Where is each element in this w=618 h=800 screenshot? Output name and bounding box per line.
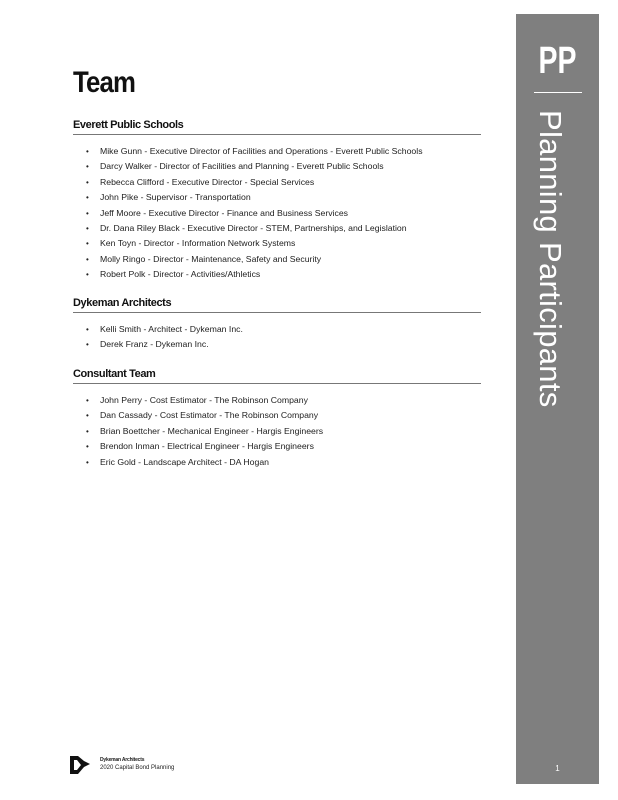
section-dykeman-architects (73, 297, 481, 353)
participant-list (73, 322, 481, 353)
footer-text (100, 757, 174, 772)
list-item: • Robert Polk - Director - Activities/Athletics (86, 267, 481, 282)
list-item: • Mike Gunn - Executive Director of Facilities and Operations - Everett Public Schools (86, 144, 481, 159)
list-item: • John Perry - Cost Estimator - The Robinson Company (86, 393, 481, 408)
footer-project-name: 2020 Capital Bond Planning (100, 764, 175, 771)
list-item: • Darcy Walker - Director of Facilities and Planning - Everett Public Schools (86, 159, 481, 174)
sidebar (516, 14, 599, 784)
sidebar-label: Planning Participants (533, 110, 568, 408)
list-item: • John Pike - Supervisor - Transportation (86, 190, 481, 205)
list-item: • Molly Ringo - Director - Maintenance, Safety and Security (86, 252, 481, 267)
section-heading: Everett Public Schools (73, 119, 481, 135)
list-item: • Eric Gold - Landscape Architect - DA Hogan (86, 455, 481, 470)
list-item: • Kelli Smith - Architect - Dykeman Inc. (86, 322, 481, 337)
section-heading: Dykeman Architects (73, 297, 481, 313)
list-item: • Jeff Moore - Executive Director - Finance and Business Services (86, 206, 481, 221)
list-item: • Dan Cassady - Cost Estimator - The Robinson Company (86, 408, 481, 423)
list-item: • Derek Franz - Dykeman Inc. (86, 337, 481, 352)
page-number: 1 (555, 764, 560, 773)
section-everett-public-schools (73, 119, 481, 283)
dykeman-logo-icon (69, 755, 91, 775)
footer-firm-name: Dykeman Architects (100, 757, 145, 763)
list-item: • Brian Boettcher - Mechanical Engineer - Hargis Engineers (86, 424, 481, 439)
participant-list (73, 393, 481, 470)
list-item: • Rebecca Clifford - Executive Director - Special Services (86, 175, 481, 190)
list-item: • Dr. Dana Riley Black - Executive Director - STEM, Partnerships, and Legislation (86, 221, 481, 236)
sidebar-divider (534, 92, 582, 93)
list-item: • Ken Toyn - Director - Information Network Systems (86, 236, 481, 251)
list-item: • Brendon Inman - Electrical Engineer - Hargis Engineers (86, 439, 481, 454)
section-heading: Consultant Team (73, 368, 481, 384)
section-consultant-team (73, 368, 481, 470)
page-title: Team (73, 66, 136, 99)
participant-list (73, 144, 481, 283)
sidebar-code: PP (538, 40, 577, 82)
